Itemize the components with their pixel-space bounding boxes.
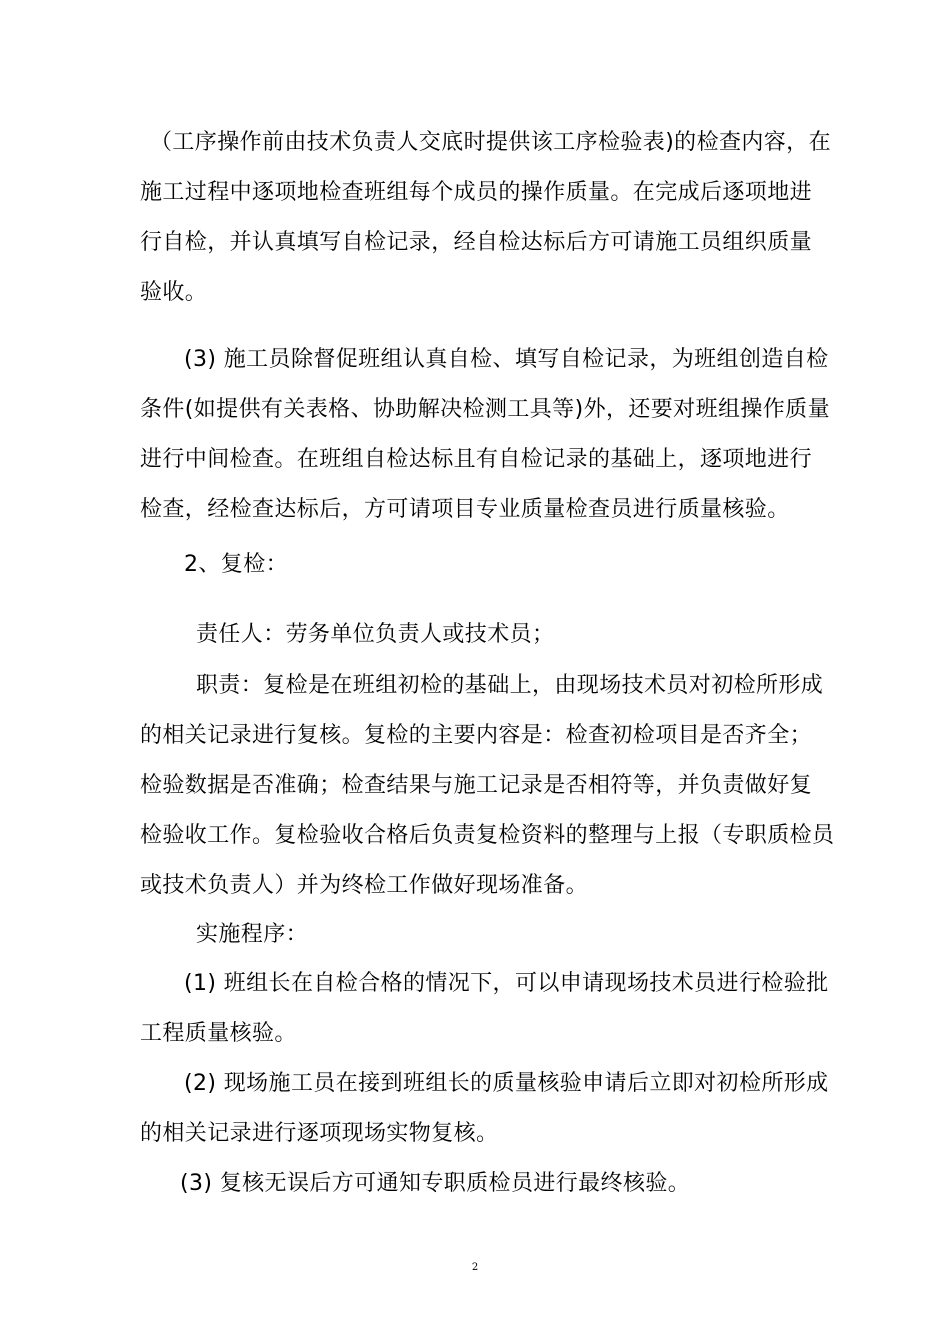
text-line: (3) 复核无误后方可通知专职质检员进行最终核验。 [180,1171,691,1196]
text-line: 或技术负责人）并为终检工作做好现场准备。 [140,873,589,898]
text-line: 行自检，并认真填写自检记录，经自检达标后方可请施工员组织质量 [140,230,813,255]
text-line: 条件(如提供有关表格、协助解决检测工具等)外，还要对班组操作质量 [140,397,830,422]
text-line: (2) 现场施工员在接到班组长的质量核验申请后立即对初检所形成 [184,1071,829,1096]
page-number: 2 [471,1262,479,1273]
section-heading: 2、复检： [184,552,288,577]
text-line: 工程质量核验。 [140,1021,297,1046]
text-line: （工序操作前由技术负责人交底时提供该工序检验表)的检查内容，在 [150,130,831,155]
text-line: 的相关记录进行逐项现场实物复核。 [140,1121,499,1146]
text-line: (3) 施工员除督促班组认真自检、填写自检记录，为班组创造自检 [184,347,829,372]
text-line: 进行中间检查。在班组自检达标且有自检记录的基础上，逐项地进行 [140,447,813,472]
text-line: 检验收工作。复检验收合格后负责复检资料的整理与上报（专职质检员 [140,823,835,848]
text-line: 施工过程中逐项地检查班组每个成员的操作质量。在完成后逐项地进 [140,180,813,205]
text-line: 检验数据是否准确；检查结果与施工记录是否相符等，并负责做好复 [140,773,813,798]
text-line: 验收。 [140,280,208,305]
text-line: 检查，经检查达标后，方可请项目专业质量检查员进行质量核验。 [140,497,790,522]
text-line: 的相关记录进行复核。复检的主要内容是：检查初检项目是否齐全； [140,723,813,748]
text-line: 责任人：劳务单位负责人或技术员； [196,622,555,647]
text-line: (1) 班组长在自检合格的情况下，可以申请现场技术员进行检验批 [184,971,829,996]
text-line: 职责：复检是在班组初检的基础上，由现场技术员对初检所形成 [196,673,824,698]
text-line: 实施程序： [196,922,309,947]
